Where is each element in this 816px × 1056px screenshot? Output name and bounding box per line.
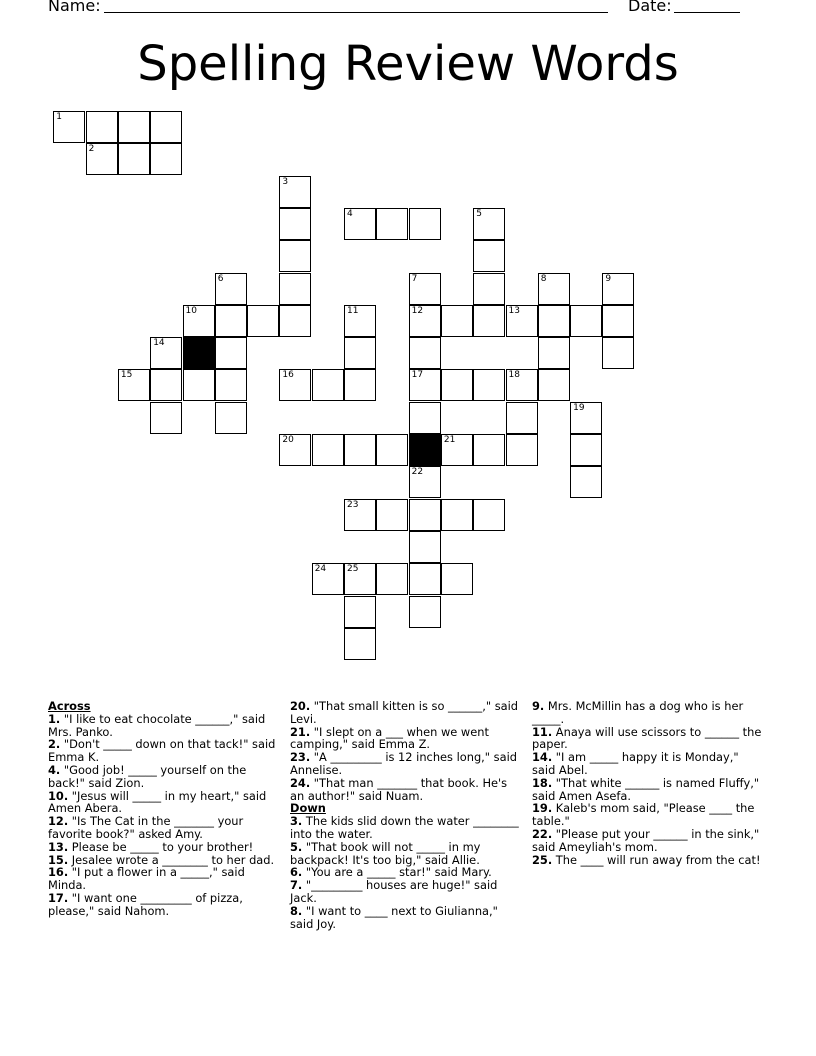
grid-cell[interactable] bbox=[344, 596, 376, 628]
clue-item-text: "A _________ is 12 inches long," said Annelise. bbox=[290, 750, 517, 777]
grid-cell[interactable] bbox=[538, 305, 570, 337]
grid-cell[interactable] bbox=[344, 208, 376, 240]
clue-item bbox=[290, 905, 520, 931]
clue-number: 5 bbox=[476, 208, 482, 219]
clue-number: 22 bbox=[411, 467, 424, 478]
grid-cell[interactable] bbox=[570, 305, 602, 337]
clue-item-text: Please be _____ to your brother! bbox=[68, 839, 254, 854]
grid-cell[interactable] bbox=[215, 369, 247, 401]
clue-item-text: "That small kitten is so ______," said Levi. bbox=[290, 699, 518, 726]
clue-item-text: "That man _______ that book. He's an author!" said Nuam. bbox=[290, 775, 508, 803]
grid-cell[interactable] bbox=[279, 434, 311, 466]
clue-item bbox=[48, 764, 278, 790]
clue-item-text: Mrs. McMillin has a dog who is her _____. bbox=[532, 699, 744, 726]
clue-item-number: 24. bbox=[290, 775, 311, 790]
grid-cell[interactable] bbox=[150, 402, 182, 434]
grid-cell[interactable] bbox=[602, 273, 634, 305]
grid-cell[interactable] bbox=[602, 305, 634, 337]
clue-item-number: 11. bbox=[532, 724, 553, 739]
page-title: Spelling Review Words bbox=[137, 36, 679, 92]
grid-cell[interactable] bbox=[279, 240, 311, 272]
grid-cell[interactable] bbox=[279, 208, 311, 240]
grid-cell[interactable] bbox=[312, 434, 344, 466]
clue-item-text: Kaleb's mom said, "Please ____ the table." bbox=[532, 801, 755, 829]
clue-item-number: 23. bbox=[290, 750, 311, 765]
grid-cell[interactable] bbox=[506, 434, 538, 466]
grid-cell[interactable] bbox=[602, 337, 634, 369]
grid-cell[interactable] bbox=[150, 337, 182, 369]
clue-item-number: 12. bbox=[48, 814, 69, 829]
clue-number: 2 bbox=[88, 144, 95, 155]
clue-item bbox=[290, 879, 520, 905]
clue-item bbox=[532, 700, 762, 726]
grid-cell[interactable] bbox=[570, 434, 602, 466]
clue-item-text: "I slept on a ___ when we went camping," said Emma Z. bbox=[290, 724, 489, 752]
clue-item bbox=[290, 841, 520, 867]
clue-item-text: "I want one _________ of pizza, please," said Nahom. bbox=[48, 890, 243, 918]
clue-item bbox=[532, 854, 762, 867]
clue-item-number: 13. bbox=[48, 839, 69, 854]
grid-cell[interactable] bbox=[183, 305, 215, 337]
grid-cell[interactable] bbox=[344, 499, 376, 531]
clue-number: 18 bbox=[508, 370, 520, 381]
clue-number: 16 bbox=[282, 370, 294, 381]
clue-number: 21 bbox=[443, 435, 456, 445]
grid-cell[interactable] bbox=[409, 305, 441, 337]
clue-number: 3 bbox=[282, 176, 289, 187]
grid-cell[interactable] bbox=[376, 563, 408, 595]
grid-cell[interactable] bbox=[215, 402, 247, 434]
grid-cell[interactable] bbox=[150, 369, 182, 401]
grid-cell[interactable] bbox=[473, 434, 505, 466]
clue-number: 20 bbox=[282, 435, 294, 445]
clue-item bbox=[532, 751, 762, 777]
grid-cell[interactable] bbox=[473, 208, 505, 240]
clue-column-1 bbox=[48, 700, 278, 918]
clue-item-number: 6. bbox=[290, 865, 303, 880]
clue-item bbox=[532, 828, 762, 854]
grid-cell[interactable] bbox=[441, 369, 473, 401]
grid-cell[interactable] bbox=[506, 305, 538, 337]
clue-item-number: 3. bbox=[290, 814, 303, 829]
grid-cell[interactable] bbox=[344, 337, 376, 369]
clue-item-number: 17. bbox=[48, 890, 69, 905]
clue-number: 9 bbox=[605, 273, 612, 284]
clue-item-text: Jesalee wrote a ________ to her dad. bbox=[68, 852, 275, 867]
grid-cell[interactable] bbox=[473, 273, 505, 305]
clue-number: 25 bbox=[347, 564, 359, 575]
grid-cell[interactable] bbox=[215, 305, 247, 337]
clue-item-number: 8. bbox=[290, 903, 303, 918]
grid-cell[interactable] bbox=[409, 563, 441, 595]
clue-item bbox=[290, 700, 520, 726]
black-cell bbox=[409, 434, 441, 466]
clue-item-text: "Good job! _____ yourself on the back!" said Zion. bbox=[48, 762, 247, 790]
clue-item-number: 14. bbox=[532, 750, 553, 765]
clue-section-heading: Down bbox=[290, 801, 326, 816]
clue-item-text: Anaya will use scissors to ______ the paper. bbox=[532, 724, 762, 752]
clue-item-text: "That book will not _____ in my backpack! It's too big," said Allie. bbox=[290, 839, 481, 867]
grid-cell[interactable] bbox=[215, 273, 247, 305]
grid-cell[interactable] bbox=[409, 273, 441, 305]
grid-cell[interactable] bbox=[473, 499, 505, 531]
clue-column-3 bbox=[532, 700, 762, 866]
clue-item bbox=[48, 866, 278, 892]
grid-cell[interactable] bbox=[570, 466, 602, 498]
grid-cell[interactable] bbox=[538, 337, 570, 369]
clue-item-number: 20. bbox=[290, 699, 311, 713]
clue-item-number: 10. bbox=[48, 788, 69, 803]
grid-cell[interactable] bbox=[506, 402, 538, 434]
clue-item-number: 15. bbox=[48, 852, 69, 867]
clue-item bbox=[48, 713, 278, 739]
clue-item bbox=[532, 802, 762, 828]
grid-cell[interactable] bbox=[312, 563, 344, 595]
grid-cell[interactable] bbox=[409, 466, 441, 498]
grid-cell[interactable] bbox=[441, 434, 473, 466]
clue-item-text: "Jesus will _____ in my heart," said Amen Abera. bbox=[48, 788, 267, 816]
grid-cell[interactable] bbox=[86, 111, 118, 143]
grid-cell[interactable] bbox=[409, 402, 441, 434]
grid-cell[interactable] bbox=[118, 369, 150, 401]
clue-item bbox=[48, 892, 278, 918]
grid-cell[interactable] bbox=[344, 628, 376, 660]
date-label: Date: bbox=[628, 0, 672, 15]
grid-cell[interactable] bbox=[150, 143, 182, 175]
grid-cell[interactable] bbox=[409, 596, 441, 628]
grid-cell[interactable] bbox=[441, 499, 473, 531]
clue-item-number: 19. bbox=[532, 801, 553, 816]
grid-cell[interactable] bbox=[150, 111, 182, 143]
grid-cell[interactable] bbox=[409, 369, 441, 401]
grid-cell[interactable] bbox=[409, 499, 441, 531]
black-cell bbox=[183, 337, 215, 369]
clue-number: 23 bbox=[347, 499, 359, 510]
clue-item-text: "I want to ____ next to Giulianna," said Joy. bbox=[290, 903, 498, 931]
clue-number: 10 bbox=[185, 305, 197, 316]
clue-item-number: 9. bbox=[532, 699, 545, 713]
clue-number: 4 bbox=[347, 208, 353, 219]
clue-section-heading: Across bbox=[48, 699, 91, 713]
clue-item-number: 2. bbox=[48, 737, 61, 752]
clue-number: 24 bbox=[314, 564, 327, 575]
grid-cell[interactable] bbox=[409, 531, 441, 563]
clue-item bbox=[290, 815, 520, 841]
clue-item bbox=[48, 790, 278, 816]
grid-cell[interactable] bbox=[506, 369, 538, 401]
grid-cell[interactable] bbox=[409, 208, 441, 240]
clue-item-number: 18. bbox=[532, 775, 553, 790]
clue-number: 7 bbox=[411, 273, 418, 284]
grid-cell[interactable] bbox=[279, 369, 311, 401]
clue-item-text: "That white ______ is named Fluffy," said Amen Asefa. bbox=[532, 775, 760, 803]
clue-item-text: The ____ will run away from the cat! bbox=[552, 852, 761, 867]
grid-cell[interactable] bbox=[441, 305, 473, 337]
clue-item-number: 1. bbox=[48, 711, 61, 726]
grid-cell[interactable] bbox=[344, 305, 376, 337]
grid-cell[interactable] bbox=[279, 176, 311, 208]
clue-number: 14 bbox=[153, 338, 165, 349]
clue-item bbox=[532, 726, 762, 752]
name-label: Name: bbox=[48, 0, 101, 15]
clue-item-text: "Please put your ______ in the sink," said Ameyliah's mom. bbox=[532, 826, 760, 854]
grid-cell[interactable] bbox=[376, 499, 408, 531]
grid-cell[interactable] bbox=[247, 305, 279, 337]
clue-item-number: 25. bbox=[532, 852, 553, 867]
clue-item-number: 7. bbox=[290, 878, 303, 893]
clue-item bbox=[48, 738, 278, 764]
grid-cell[interactable] bbox=[118, 143, 150, 175]
clue-item-text: The kids slid down the water ________ into the water. bbox=[290, 814, 519, 841]
grid-cell[interactable] bbox=[118, 111, 150, 143]
clue-item-text: "Is The Cat in the _______ your favorite book?" asked Amy. bbox=[48, 814, 244, 841]
clue-number: 11 bbox=[347, 305, 359, 316]
grid-cell[interactable] bbox=[538, 369, 570, 401]
grid-cell[interactable] bbox=[183, 369, 215, 401]
grid-cell[interactable] bbox=[344, 434, 376, 466]
clue-item-text: "_________ houses are huge!" said Jack. bbox=[290, 878, 498, 905]
clue-number: 8 bbox=[540, 273, 547, 284]
grid-cell[interactable] bbox=[312, 369, 344, 401]
clue-item-number: 21. bbox=[290, 724, 311, 739]
grid-cell[interactable] bbox=[215, 337, 247, 369]
clue-item bbox=[290, 726, 520, 752]
grid-cell[interactable] bbox=[344, 369, 376, 401]
clue-item-text: "I like to eat chocolate ______," said Mrs. Panko. bbox=[48, 711, 266, 739]
grid-cell[interactable] bbox=[279, 273, 311, 305]
grid-cell[interactable] bbox=[570, 402, 602, 434]
grid-cell[interactable] bbox=[473, 240, 505, 272]
clue-number: 17 bbox=[411, 370, 424, 381]
grid-cell[interactable] bbox=[279, 305, 311, 337]
clue-item-text: "You are a _____ star!" said Mary. bbox=[302, 865, 492, 880]
grid-cell[interactable] bbox=[538, 273, 570, 305]
clue-item-text: "I put a flower in a _____," said Minda. bbox=[48, 865, 245, 893]
clue-number: 15 bbox=[120, 370, 133, 381]
clue-column-2 bbox=[290, 700, 520, 930]
clue-item bbox=[532, 777, 762, 803]
clue-item-number: 4. bbox=[48, 762, 61, 777]
clue-item-number: 16. bbox=[48, 865, 69, 880]
clue-number: 13 bbox=[508, 305, 520, 316]
clue-number: 6 bbox=[217, 273, 224, 284]
grid-cell[interactable] bbox=[376, 434, 408, 466]
clue-item-number: 5. bbox=[290, 839, 303, 854]
grid-cell[interactable] bbox=[473, 305, 505, 337]
clue-number: 12 bbox=[411, 305, 424, 316]
grid-cell[interactable] bbox=[344, 563, 376, 595]
grid-cell[interactable] bbox=[376, 208, 408, 240]
clue-item-text: "I am _____ happy it is Monday," said Abel. bbox=[532, 750, 739, 777]
clue-number: 19 bbox=[573, 402, 585, 413]
clue-item bbox=[48, 815, 278, 841]
clue-item-text: "Don't _____ down on that tack!" said Emma K. bbox=[48, 737, 276, 765]
grid-cell[interactable] bbox=[473, 369, 505, 401]
grid-cell[interactable] bbox=[409, 337, 441, 369]
grid-cell[interactable] bbox=[53, 111, 85, 143]
grid-cell[interactable] bbox=[86, 143, 118, 175]
clue-item-number: 22. bbox=[532, 826, 553, 841]
clue-number: 1 bbox=[56, 112, 63, 122]
clue-item bbox=[290, 777, 520, 803]
clue-item bbox=[290, 751, 520, 777]
grid-cell[interactable] bbox=[441, 563, 473, 595]
